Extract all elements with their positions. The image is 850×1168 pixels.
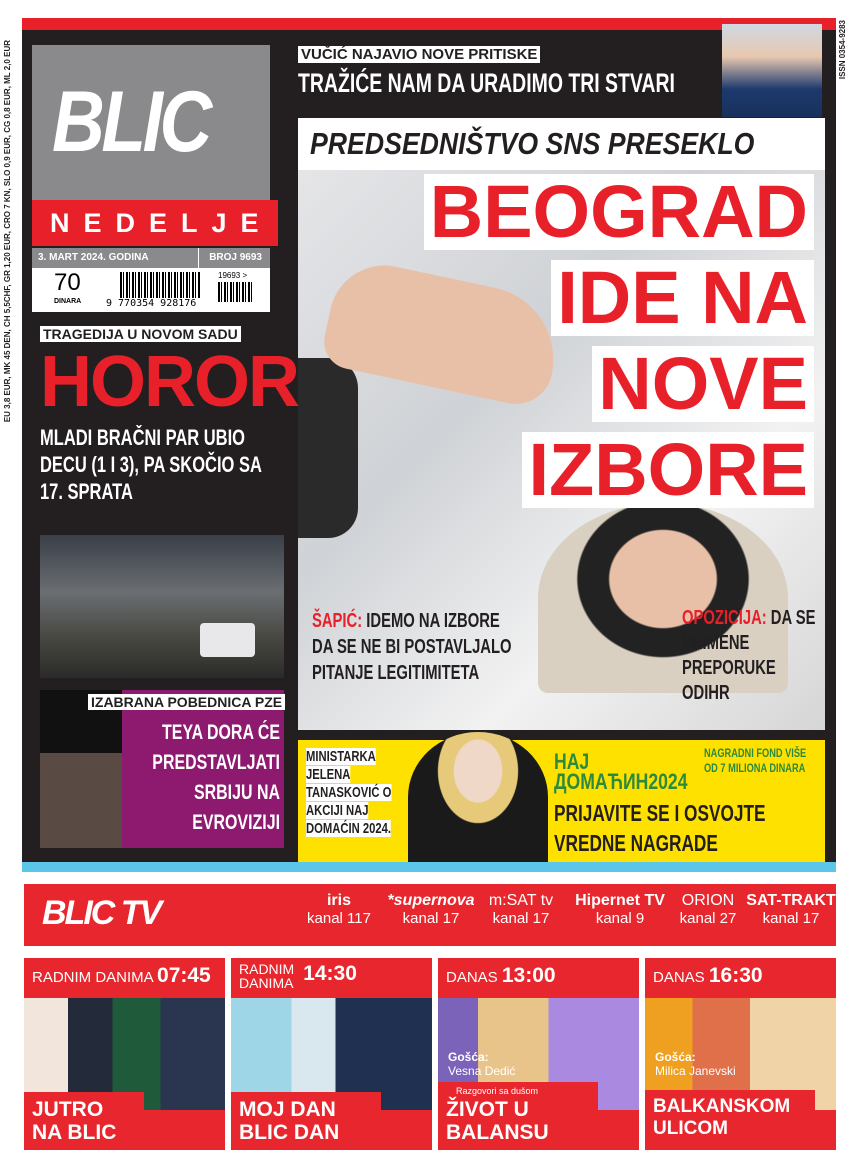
channel-hipernet: Hipernet TV kanal 9 bbox=[575, 892, 665, 927]
edition-name: NEDELJE bbox=[32, 200, 278, 246]
show-balkanskom-ulicom: DANAS 16:30 Gošća: Milica Janevski BALKANSKOM ULICOM bbox=[645, 958, 836, 1150]
headline-line: IDE NA bbox=[551, 260, 814, 336]
top-red-bar bbox=[22, 18, 836, 30]
foreign-prices: EU 3,8 EUR, MK 45 DEN, CH 5,5CHF, GR 1,20 EUR, CRO 7 KN, SLO 0,9 EUR, CG 0,8 EUR, ML 2,0 EUR bbox=[3, 40, 12, 423]
quote-speaker: ŠAPIĆ: bbox=[312, 610, 363, 632]
guest-info: Gošća: Vesna Dedić bbox=[448, 1050, 516, 1078]
blic-tv-logo: BLIC TV bbox=[42, 894, 161, 932]
quote-opozicija bbox=[682, 606, 821, 706]
headline-line: BEOGRAD bbox=[424, 174, 814, 250]
issn: ISSN 0354-9283 bbox=[838, 20, 847, 80]
ad-cta: PRIJAVITE SE I OSVOJTE VREDNE NAGRADE bbox=[554, 800, 766, 856]
quote-speaker: OPOZICIJA: bbox=[682, 607, 767, 629]
ad-left-text: MINISTARKA JELENA TANASKOVIĆ O AKCIJI NAJ DOMAĆIN 2024. bbox=[306, 748, 392, 837]
teya-photo bbox=[40, 690, 122, 848]
horror-text: MLADI BRAČNI PAR UBIO DECU (1 I 3), PA SKOČIO SA 17. SPRATA bbox=[40, 425, 262, 504]
horror-headline: HOROR bbox=[40, 342, 298, 422]
blic-logo: BLIC bbox=[32, 45, 270, 200]
ad-prize: NAGRADNI FOND VIŠE OD 7 MILIONA DINARA bbox=[704, 746, 807, 775]
channel-supernova: *supernova kanal 17 bbox=[387, 892, 475, 927]
dateline bbox=[32, 248, 270, 268]
top-story-headline: TRAŽIĆE NAM DA URADIMO TRI STVARI bbox=[298, 68, 675, 98]
issue-number: BROJ 9693 bbox=[198, 248, 262, 268]
issue-date: 3. MART 2024. GODINA bbox=[38, 252, 149, 263]
main-headline bbox=[424, 170, 814, 511]
price: 70 bbox=[54, 269, 81, 296]
quote-text: DA SE PRIMENE PREPORUKE ODIHR bbox=[682, 607, 816, 704]
guest-info: Gošća: Milica Janevski bbox=[655, 1050, 736, 1078]
cyan-divider bbox=[22, 862, 836, 872]
issue-code: 19693 > bbox=[218, 271, 248, 280]
barcode-box bbox=[32, 268, 270, 312]
show-moj-dan: RADNIM DANIMA 14:30 MOJ DAN BLIC DAN bbox=[231, 958, 432, 1150]
headline-line: IZBORE bbox=[522, 432, 814, 508]
main-story-kicker: PREDSEDNIŠTVO SNS PRESEKLO bbox=[310, 126, 755, 161]
minister-photo bbox=[408, 732, 548, 862]
barcode-number: 9 770354 928176 bbox=[106, 298, 197, 309]
quote-sapic bbox=[312, 608, 523, 686]
top-story-kicker: VUČIĆ NAJAVIO NOVE PRITISKE bbox=[298, 46, 540, 63]
teya-text: TEYA DORA ĆE PREDSTAVLJATI SRBIJU NA EVROVIZIJI bbox=[152, 721, 280, 834]
show-zivot-u-balansu: DANAS 13:00 Gošća: Vesna Dedić Razgovori sa dušom ŽIVOT U BALANSU bbox=[438, 958, 639, 1150]
show-subtitle: Razgovori sa dušom bbox=[456, 1086, 539, 1096]
channel-orion: ORION kanal 27 bbox=[679, 892, 737, 927]
barcode-icon bbox=[120, 272, 200, 298]
currency: DINARA bbox=[54, 298, 82, 305]
channel-iris: iris kanal 117 bbox=[307, 892, 371, 927]
blic-tv-bar bbox=[24, 884, 836, 946]
vucic-photo bbox=[722, 24, 822, 117]
small-barcode-icon bbox=[218, 282, 254, 302]
show-jutro-na-blic: RADNIM DANIMA 07:45 JUTRO NA BLIC bbox=[24, 958, 225, 1150]
quote-text: IDEMO NA IZBORE DA SE NE BI POSTAVLJALO PITANJE LEGITIMITETA bbox=[312, 610, 512, 684]
naj-domacin-logo: НАЈ ДОМАЋИН2024 bbox=[554, 749, 688, 794]
horror-kicker: TRAGEDIJA U NOVOM SADU bbox=[40, 326, 241, 342]
headline-line: NOVE bbox=[592, 346, 814, 422]
channel-sat-trakt: SAT-TRAKT kanal 17 bbox=[746, 892, 836, 927]
teya-kicker: IZABRANA POBEDNICA PZE bbox=[88, 694, 285, 710]
channel-msat: m:SAT tv kanal 17 bbox=[488, 892, 554, 927]
crime-scene-photo bbox=[40, 535, 284, 678]
